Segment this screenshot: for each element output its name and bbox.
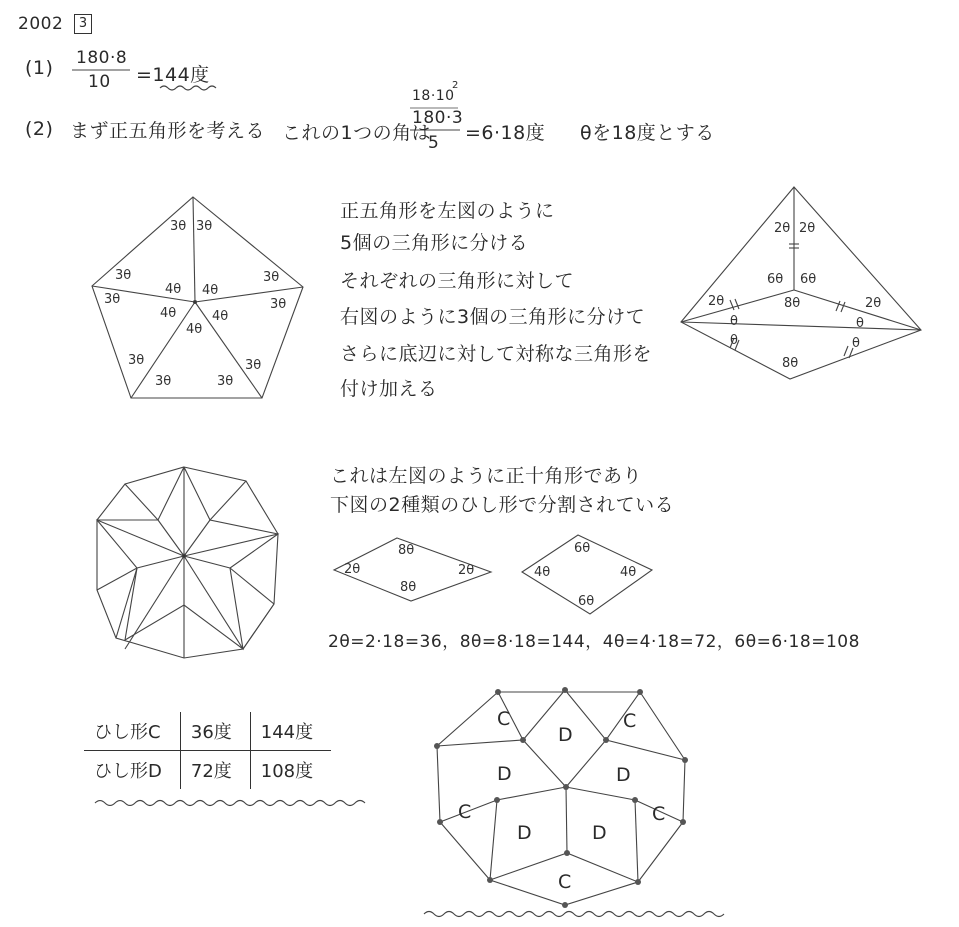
part2-frac-bottom: 5 (428, 133, 440, 153)
rhombus-2-top: 6θ (574, 541, 591, 556)
part2-frac-top-small: 18·10 (412, 88, 455, 104)
decagon-note-2: 下図の2種類のひし形で分割されている (330, 494, 675, 516)
tile-label-c: C (652, 803, 666, 825)
tile-label-d: D (616, 764, 632, 786)
table-cell: 72度 (180, 751, 250, 790)
tri-label: 8θ (784, 296, 801, 311)
squiggle-underline-tiling (424, 912, 724, 917)
tri-label: θ (856, 316, 864, 331)
equation-line: 2θ=2·18=36，8θ=8·18=144，4θ=4·18=72，6θ=6·18=108 (328, 632, 860, 652)
pent-label: 4θ (202, 283, 219, 298)
pent-label: 4θ (186, 322, 203, 337)
squiggle-underline-table (95, 801, 365, 806)
tri-label: 6θ (767, 272, 784, 287)
pent-label: 3θ (155, 374, 172, 389)
rhombus-2-left: 4θ (534, 565, 551, 580)
pent-label: 3θ (128, 353, 145, 368)
pent-label: 3θ (217, 374, 234, 389)
pentagon-note-5: さらに底辺に対して対称な三角形を (340, 343, 653, 365)
rhombus-1-bottom: 8θ (400, 580, 417, 595)
rhombus-1-top: 8θ (398, 543, 415, 558)
pent-label: 3θ (115, 268, 132, 283)
pentagon-note-4: 右図のように3個の三角形に分けて (340, 306, 646, 328)
rhombus-1-right: 2θ (458, 563, 475, 578)
pentagon-note-6: 付け加える (340, 378, 438, 400)
tri-label: θ (730, 314, 738, 329)
part1-denominator: 10 (88, 72, 111, 92)
part1-result: =144度 (136, 64, 210, 86)
rhombus-2-right: 4θ (620, 565, 637, 580)
tile-label-d: D (558, 724, 574, 746)
decagon-star-figure (97, 467, 278, 658)
table-cell: ひし形D (94, 761, 162, 782)
part2-intro: まず正五角形を考える (70, 120, 266, 142)
part2-angle-result: =6·18度 (465, 122, 546, 144)
tile-label-c: C (558, 871, 572, 893)
tile-label-c: C (623, 710, 637, 732)
pentagon-note-2: 5個の三角形に分ける (340, 232, 529, 254)
tri-label: 2θ (865, 296, 882, 311)
table-cell: 144度 (250, 712, 331, 751)
table-cell: ひし形C (84, 712, 180, 751)
tri-label: θ (730, 333, 738, 348)
table-cell: 108度 (250, 751, 331, 790)
problem-number-box: 3 (74, 14, 92, 34)
part2-angle-intro: これの1つの角は (282, 122, 432, 144)
pent-label: 3θ (270, 297, 287, 312)
pent-label: 3θ (263, 270, 280, 285)
tile-label-d: D (592, 822, 608, 844)
table-row (84, 712, 331, 751)
table-cell: 36度 (180, 712, 250, 751)
pent-label: 3θ (104, 292, 121, 307)
tile-label-d: D (497, 763, 513, 785)
pentagon-note-3: それぞれの三角形に対して (340, 270, 575, 292)
pent-label: 3θ (196, 219, 213, 234)
part2-frac-top: 180·3 (412, 108, 464, 128)
pentagon-note-1: 正五角形を左図のように (340, 200, 555, 222)
pent-label: 4θ (160, 306, 177, 321)
pent-label: 4θ (165, 282, 182, 297)
rhombus-table (84, 712, 331, 789)
decagon-note-1: これは左図のように正十角形であり (330, 465, 643, 487)
pent-label: 3θ (170, 219, 187, 234)
tile-label-d: D (517, 822, 533, 844)
tri-label: 2θ (774, 221, 791, 236)
part2-theta-def: θを18度とする (580, 122, 715, 144)
tile-label-c: C (458, 801, 472, 823)
part1-label: (1) (25, 57, 54, 79)
tri-label: 6θ (800, 272, 817, 287)
tri-label: 2θ (799, 221, 816, 236)
pent-label: 4θ (212, 309, 229, 324)
tri-label: θ (852, 336, 860, 351)
table-row (84, 751, 331, 790)
part1-numerator: 180·8 (76, 48, 128, 68)
part2-frac-exp: 2 (452, 80, 459, 91)
pent-label: 3θ (245, 358, 262, 373)
tri-label: 8θ (782, 356, 799, 371)
tri-label: 2θ (708, 294, 725, 309)
rhombus-1-left: 2θ (344, 562, 361, 577)
rhombus-2-bottom: 6θ (578, 594, 595, 609)
part2-label: (2) (25, 118, 54, 140)
tile-label-c: C (497, 708, 511, 730)
year-label: 2002 (18, 14, 64, 34)
